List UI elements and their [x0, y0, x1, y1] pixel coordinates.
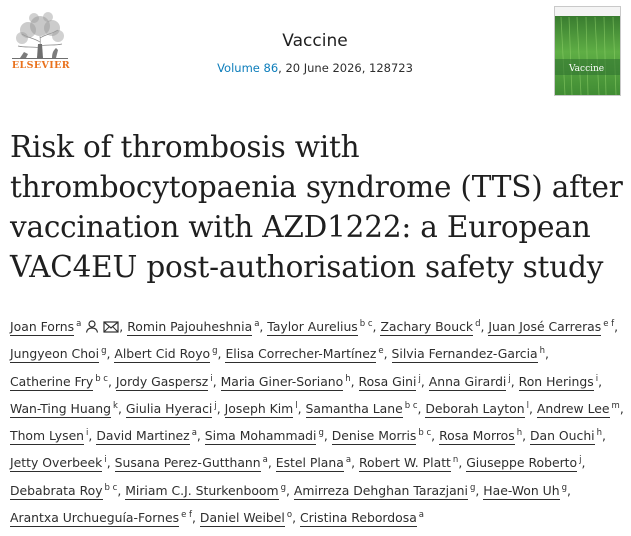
author-separator: ,	[351, 455, 359, 471]
affiliation-superscript[interactable]: d	[475, 319, 481, 329]
author-item	[10, 483, 117, 498]
author-separator: ,	[510, 373, 519, 389]
author-item	[114, 346, 217, 361]
author-separator: ,	[417, 400, 426, 416]
author-separator: ,	[106, 346, 115, 362]
author-separator: ,	[475, 482, 484, 498]
author-separator: ,	[285, 482, 294, 498]
author-separator: ,	[216, 400, 225, 416]
author-name-link[interactable]: Miriam C.J. Sturkenboom	[125, 482, 279, 498]
author-name-link[interactable]: Robert W. Platt	[358, 455, 451, 471]
author-name-link[interactable]: Joan Forns	[10, 319, 75, 334]
author-name-link[interactable]: Albert Cid Royo	[114, 346, 211, 362]
author-separator: ,	[117, 400, 126, 416]
author-separator: ,	[372, 319, 381, 334]
author-separator: ,	[383, 346, 392, 362]
affiliation-superscript[interactable]: h	[516, 428, 523, 439]
journal-cover-image	[555, 7, 621, 96]
author-name-link[interactable]: Rosa Gini	[358, 373, 417, 389]
author-separator: ,	[292, 510, 300, 526]
author-item	[359, 374, 421, 389]
author-item	[225, 401, 298, 416]
author-item	[429, 374, 511, 389]
author-separator: ,	[267, 455, 276, 471]
author-separator: ,	[192, 510, 200, 526]
author-name-link[interactable]: Samantha Lane	[305, 400, 403, 416]
author-item	[205, 428, 324, 443]
author-name-link[interactable]: Anna Girardi	[428, 373, 507, 389]
author-item	[221, 374, 351, 389]
author-item	[425, 401, 529, 416]
author-separator: ,	[431, 428, 440, 444]
author-separator: ,	[259, 319, 268, 334]
author-item	[276, 455, 351, 470]
author-separator: ,	[88, 428, 97, 444]
affiliation-superscript[interactable]: a	[262, 455, 268, 466]
author-separator: ,	[458, 455, 467, 471]
affiliation-superscript[interactable]: o	[286, 510, 293, 521]
affiliation-superscript[interactable]: i	[210, 373, 213, 384]
author-separator: ,	[323, 428, 332, 444]
author-item	[116, 374, 213, 389]
affiliation-superscript[interactable]: a	[418, 510, 425, 521]
article-title: Risk of thrombosis with thrombocytopaenia syndrome (TTS) after vaccination with AZD1222: a European VAC4EU post-authorisation safety study	[10, 130, 623, 284]
author-item	[96, 428, 197, 443]
author-separator: ,	[420, 373, 429, 389]
author-name-link[interactable]: Wan-Ting Huang	[10, 400, 112, 416]
author-name-link[interactable]: Giulia Hyeraci	[125, 400, 213, 416]
author-separator: ,	[602, 428, 606, 444]
author-name-link[interactable]: Maria Giner-Soriano	[220, 373, 344, 389]
author-name-link[interactable]: Catherine Fry	[10, 373, 94, 389]
affiliation-superscript[interactable]: a	[345, 455, 352, 466]
affiliation-superscript[interactable]: b c	[404, 400, 418, 411]
author-name-link[interactable]: Hae-Won Uh	[483, 482, 560, 498]
issue-details: , 20 June 2026, 128723	[278, 61, 413, 75]
author-name-link[interactable]: Silvia Fernandez-Garcia	[391, 346, 538, 362]
author-name-link[interactable]: Deborah Layton	[425, 400, 525, 416]
author-name-link[interactable]: Romin Pajouheshnia	[127, 319, 253, 334]
author-name-link[interactable]: Jetty Overbeek	[10, 455, 103, 471]
author-item	[306, 401, 418, 416]
author-item	[10, 319, 119, 334]
author-name-link[interactable]: Rosa Morros	[439, 428, 515, 444]
affiliation-superscript[interactable]: b c	[359, 319, 373, 329]
affiliation-superscript[interactable]: e f	[603, 319, 615, 329]
affiliation-superscript[interactable]: g	[318, 428, 324, 439]
journal-info	[205, 31, 425, 75]
author-item	[359, 455, 458, 470]
author-item	[126, 401, 217, 416]
affiliation-superscript[interactable]: e	[378, 346, 384, 357]
journal-cover-thumbnail[interactable]	[554, 6, 621, 96]
author-item	[225, 346, 383, 361]
author-name-link[interactable]: Elisa Correcher-Martínez	[225, 346, 377, 362]
article-header	[0, 0, 631, 110]
author-name-link[interactable]: Dan Ouchi	[529, 428, 595, 444]
author-separator: ,	[545, 346, 549, 362]
author-separator: ,	[297, 400, 306, 416]
author-separator: ,	[598, 373, 603, 389]
author-name-link[interactable]: Zachary Bouck	[380, 319, 474, 334]
author-name-link[interactable]: Taylor Aurelius	[267, 319, 358, 334]
author-name-link[interactable]: Cristina Rebordosa	[299, 510, 417, 526]
author-separator: ,	[350, 373, 359, 389]
affiliation-superscript[interactable]: j	[508, 373, 511, 384]
author-name-link[interactable]: Daniel Weibel	[199, 510, 285, 526]
author-separator: ,	[480, 319, 489, 334]
affiliation-superscript[interactable]: g	[101, 346, 107, 357]
affiliation-superscript[interactable]: j	[418, 373, 421, 384]
author-separator: ,	[581, 455, 586, 471]
author-item	[294, 483, 476, 498]
author-separator: ,	[217, 346, 226, 362]
affiliation-superscript[interactable]: h	[345, 373, 351, 384]
author-name-link[interactable]: Sima Mohammadi	[204, 428, 317, 444]
author-separator: ,	[106, 455, 115, 471]
author-item	[125, 483, 286, 498]
author-item	[267, 319, 372, 334]
affiliation-superscript[interactable]: b c	[104, 482, 118, 493]
author-item	[439, 428, 522, 443]
affiliation-superscript[interactable]: a	[191, 428, 197, 439]
affiliation-superscript[interactable]: e f	[181, 510, 193, 521]
affiliation-superscript[interactable]: b c	[95, 373, 108, 384]
author-separator: ,	[614, 319, 619, 334]
author-item	[380, 319, 480, 334]
author-item	[10, 374, 108, 389]
author-item	[10, 428, 88, 443]
author-name-link[interactable]: Andrew Lee	[536, 400, 610, 416]
author-name-link[interactable]: Ron Herings	[518, 373, 594, 389]
author-item	[466, 455, 581, 470]
author-separator: ,	[567, 482, 571, 498]
author-item	[530, 428, 602, 443]
journal-meta	[205, 61, 425, 75]
author-separator: ,	[619, 400, 624, 416]
affiliation-superscript[interactable]: j	[579, 455, 582, 466]
affiliation-superscript[interactable]: b c	[418, 428, 432, 439]
author-separator: ,	[528, 400, 537, 416]
author-name-link[interactable]: Giuseppe Roberto	[466, 455, 578, 471]
author-list	[10, 312, 626, 530]
volume-link[interactable]: Volume 86	[217, 61, 279, 75]
envelope-icon[interactable]	[103, 321, 119, 333]
author-item	[10, 510, 192, 525]
author-separator: ,	[212, 373, 221, 389]
affiliation-superscript[interactable]: i	[86, 428, 89, 439]
author-name-link[interactable]: David Martinez	[96, 428, 190, 444]
author-separator: ,	[522, 428, 530, 444]
author-item	[300, 510, 424, 525]
author-separator: ,	[107, 373, 116, 389]
affiliation-superscript[interactable]: g	[561, 482, 568, 493]
author-name-link[interactable]: Debabrata Roy	[10, 482, 103, 498]
affiliation-superscript[interactable]: n	[452, 455, 459, 466]
affiliation-superscript[interactable]: h	[596, 428, 603, 439]
cover-title: Vaccine	[569, 64, 605, 74]
affiliation-superscript[interactable]: m	[611, 400, 620, 411]
author-name-link[interactable]: Jordy Gaspersz	[115, 373, 209, 389]
affiliation-superscript[interactable]: j	[214, 400, 217, 411]
affiliation-superscript[interactable]: k	[113, 400, 118, 411]
affiliation-superscript[interactable]: g	[212, 346, 218, 357]
author-item	[537, 401, 620, 416]
author-item	[332, 428, 431, 443]
person-icon[interactable]	[85, 320, 99, 333]
author-name-link[interactable]: Joseph Kim	[224, 400, 294, 416]
affiliation-superscript[interactable]: g	[280, 482, 286, 493]
author-name-link[interactable]: Susana Perez-Gutthann	[114, 455, 261, 471]
author-item	[127, 319, 259, 334]
author-separator: ,	[119, 319, 128, 334]
author-item	[483, 483, 567, 498]
affiliation-superscript[interactable]: l	[526, 400, 529, 411]
affiliation-superscript[interactable]: g	[469, 482, 476, 493]
author-name-link[interactable]: Amirreza Dehghan Tarazjani	[293, 482, 468, 498]
affiliation-superscript[interactable]: i	[595, 373, 599, 384]
author-item	[488, 319, 614, 334]
author-item	[115, 455, 268, 470]
affiliation-superscript[interactable]: l	[295, 400, 298, 411]
author-separator: ,	[117, 482, 126, 498]
author-name-link[interactable]: Denise Morris	[331, 428, 417, 444]
affiliation-superscript[interactable]: i	[104, 455, 107, 466]
author-separator: ,	[196, 428, 205, 444]
author-name-link[interactable]: Jungyeon Choi	[10, 346, 100, 362]
author-item	[10, 401, 118, 416]
affiliation-superscript[interactable]: a	[254, 319, 260, 329]
affiliation-superscript[interactable]: a	[76, 319, 82, 329]
author-item	[519, 374, 598, 389]
author-name-link[interactable]: Juan José Carreras	[488, 319, 602, 334]
author-item	[200, 510, 292, 525]
publisher-name: ELSEVIER	[11, 60, 71, 71]
author-name-link[interactable]: Arantxa Urchueguía-Fornes	[10, 510, 180, 526]
author-item	[392, 346, 545, 361]
affiliation-superscript[interactable]: h	[539, 346, 546, 357]
journal-title-link[interactable]: Vaccine	[282, 31, 348, 51]
author-name-link[interactable]: Thom Lysen	[10, 428, 85, 444]
author-item	[10, 455, 107, 470]
author-item	[10, 346, 107, 361]
author-name-link[interactable]: Estel Plana	[275, 455, 344, 471]
